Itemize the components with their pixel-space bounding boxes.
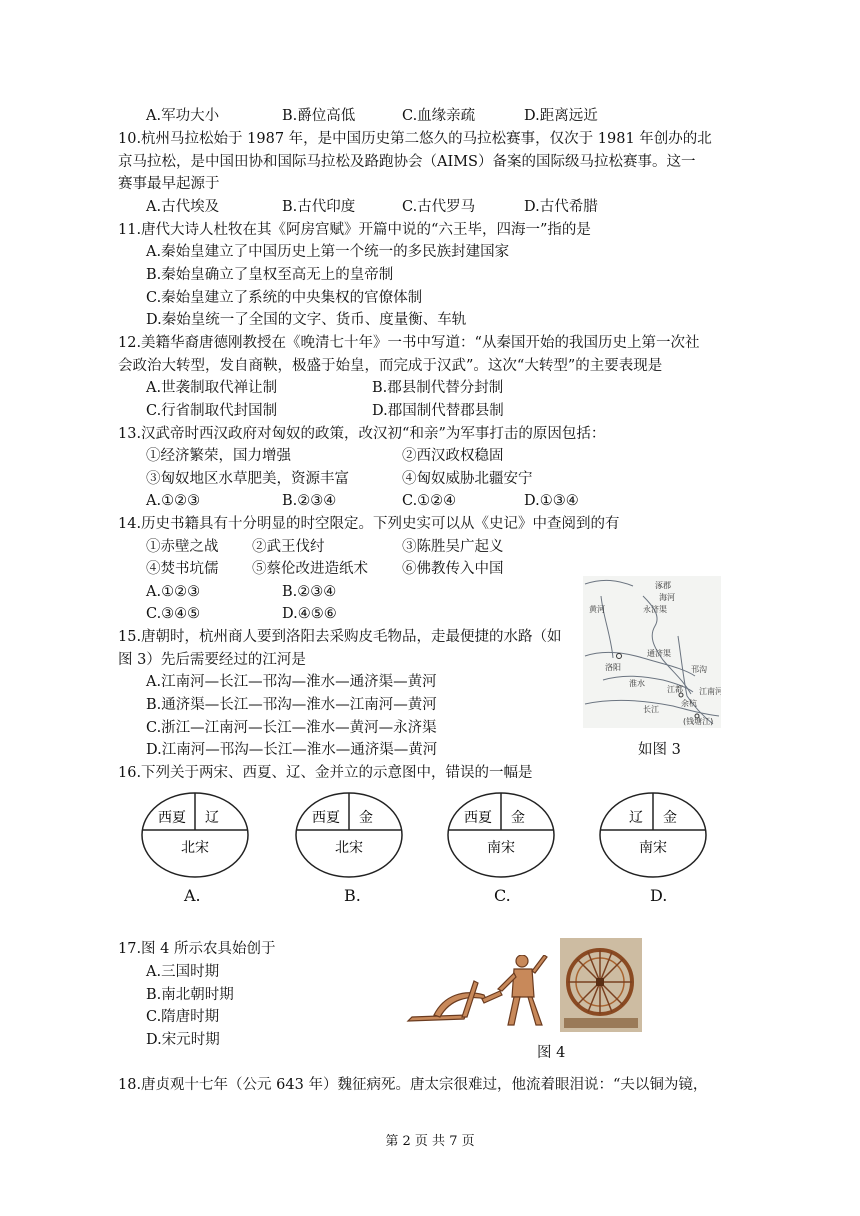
- q14-option-a: A.①②③: [146, 584, 201, 600]
- farmer-head: [516, 955, 528, 967]
- diagram-a-right: 辽: [205, 810, 219, 826]
- q9-option-d: D.距离远近: [524, 108, 598, 124]
- diagram-a: [140, 790, 250, 880]
- q12-option-b: B.郡县制代替分封制: [372, 380, 504, 396]
- diagram-b-right: 金: [359, 810, 373, 826]
- q17-option-a: A.三国时期: [146, 964, 220, 980]
- map-label-jiangnanhe: 江南河: [699, 687, 721, 696]
- q10-stem-line2: 京马拉松，是中国田协和国际马拉松及路跑协会（AIMS）备案的国际级马拉松赛事。这一: [118, 154, 696, 170]
- map-label-haihe: 海河: [659, 593, 675, 602]
- diagram-c-bottom: 南宋: [487, 840, 515, 856]
- diagram-c-right: 金: [511, 810, 525, 826]
- q14-item-3: ③陈胜吴广起义: [402, 539, 504, 555]
- diagram-a-bottom: 北宋: [181, 840, 209, 856]
- q17-option-c: C.隋唐时期: [146, 1009, 220, 1025]
- q15-stem-line2: 图 3）先后需要经过的江河是: [118, 652, 306, 668]
- map-label-huanghe: 黄河: [589, 605, 605, 614]
- diagram-c-left: 西夏: [464, 810, 492, 826]
- map-label-yuhang: 余杭: [681, 699, 697, 708]
- map-label-huaishui: 淮水: [629, 679, 645, 688]
- q10-option-d: D.古代希腊: [524, 199, 598, 215]
- diagram-d-left: 辽: [629, 810, 643, 826]
- q11-option-c: C.秦始皇建立了系统的中央集权的官僚体制: [146, 290, 423, 306]
- map-label-qiantangjiang: (钱塘江): [683, 717, 714, 726]
- diagram-b-label: B.: [344, 886, 361, 905]
- q11-option-d: D.秦始皇统一了全国的文字、货币、度量衡、车轨: [146, 312, 467, 328]
- q16-stem: 16.下列关于两宋、西夏、辽、金并立的示意图中，错误的一幅是: [118, 765, 533, 781]
- diagram-d: [598, 790, 708, 880]
- farmer-body: [512, 969, 534, 997]
- q12-option-a: A.世袭制取代禅让制: [146, 380, 278, 396]
- q14-option-c: C.③④⑤: [146, 606, 201, 622]
- q13-option-b: B.②③④: [282, 493, 337, 509]
- q13-item-4: ④匈奴威胁北疆安宁: [402, 471, 533, 487]
- q12-stem-line2: 会政治大转型，发自商鞅，极盛于始皇，而完成于汉武”。这次“大转型”的主要表现是: [118, 358, 663, 374]
- farmer-leg-right: [528, 997, 542, 1025]
- q13-option-d: D.①③④: [524, 493, 579, 509]
- canal-map: [583, 576, 721, 728]
- diagram-b-bottom: 北宋: [335, 840, 363, 856]
- q17-option-d: D.宋元时期: [146, 1032, 220, 1048]
- map-label-hangou: 邗沟: [691, 665, 707, 674]
- figure-4-caption: 图 4: [537, 1045, 566, 1061]
- diagram-b: [294, 790, 404, 880]
- q14-stem: 14.历史书籍具有十分明显的时空限定。下列史实可以从《史记》中查阅到的有: [118, 516, 620, 532]
- diagram-d-label: D.: [650, 886, 668, 905]
- map-border-line: [585, 580, 633, 586]
- q13-item-3: ③匈奴地区水草肥美，资源丰富: [146, 471, 349, 487]
- map-label-zhuojun: 涿郡: [655, 581, 671, 590]
- q14-option-b: B.②③④: [282, 584, 337, 600]
- q15-option-c: C.浙江—江南河—长江—淮水—黄河—永济渠: [146, 720, 437, 736]
- q12-option-d: D.郡国制代替郡县制: [372, 403, 504, 419]
- q17-stem: 17.图 4 所示农具始创于: [118, 941, 276, 957]
- diagram-c-label: C.: [494, 886, 511, 905]
- wheel-hub: [596, 978, 604, 986]
- q10-option-b: B.古代印度: [282, 199, 356, 215]
- q14-item-1: ①赤壁之战: [146, 539, 219, 555]
- q13-item-1: ①经济繁荣，国力增强: [146, 448, 291, 464]
- plough-beam: [434, 993, 486, 1017]
- q17-option-b: B.南北朝时期: [146, 987, 234, 1003]
- q10-stem-line3: 赛事最早起源于: [118, 176, 220, 192]
- q9-option-c: C.血缘亲疏: [402, 108, 476, 124]
- luoyang-marker: [617, 654, 622, 659]
- diagram-a-label: A.: [184, 886, 201, 905]
- q12-option-c: C.行省制取代封国制: [146, 403, 278, 419]
- page-footer: 第 2 页 共 7 页: [385, 1134, 475, 1149]
- farmer-leg-left: [508, 997, 520, 1025]
- q11-stem: 11.唐代大诗人杜牧在其《阿房宫赋》开篇中说的“六王毕，四海一”指的是: [118, 222, 591, 238]
- map-label-luoyang: 洛阳: [605, 663, 621, 672]
- diagram-b-left: 西夏: [312, 810, 340, 826]
- q15-option-a: A.江南河—长江—邗沟—淮水—通济渠—黄河: [146, 674, 437, 690]
- q13-item-2: ②西汉政权稳固: [402, 448, 504, 464]
- diagram-d-bottom: 南宋: [639, 840, 667, 856]
- figure-3-caption: 如图 3: [638, 742, 681, 758]
- q13-stem: 13.汉武帝时西汉政府对匈奴的政策，改汉初“和亲”为军事打击的原因包括：: [118, 426, 606, 442]
- map-label-jiangdu: 江都: [667, 685, 683, 694]
- wheel-base: [564, 1018, 638, 1028]
- q15-option-b: B.通济渠—长江—邗沟—淮水—江南河—黄河: [146, 697, 437, 713]
- q12-stem-line1: 12.美籍华裔唐德刚教授在《晚清七十年》一书中写道：“从秦国开始的我国历史上第一次社: [118, 335, 700, 351]
- q11-option-b: B.秦始皇确立了皇权至高无上的皇帝制: [146, 267, 394, 283]
- canal-map-figure: [583, 576, 721, 728]
- q18-stem-line1: 18.唐贞观十七年（公元 643 年）魏征病死。唐太宗很难过，他流着眼泪说：“夫以铜为镜，: [118, 1077, 708, 1093]
- waterwheel-photo: [560, 938, 642, 1032]
- map-label-yongjiqu: 永济渠: [643, 605, 667, 614]
- diagram-a-left: 西夏: [158, 810, 186, 826]
- q15-option-d: D.江南河—邗沟—长江—淮水—通济渠—黄河: [146, 742, 438, 758]
- map-label-tongjiqu: 通济渠: [647, 649, 671, 658]
- q14-item-6: ⑥佛教传入中国: [402, 561, 504, 577]
- q10-stem-line1: 10.杭州马拉松始于 1987 年，是中国历史第二悠久的马拉松赛事，仅次于 1981 年创办的北: [118, 131, 712, 147]
- farmer-whip: [532, 955, 547, 973]
- q15-stem-line1: 15.唐朝时，杭州商人要到洛阳去采购皮毛物品，走最便捷的水路（如: [118, 629, 562, 645]
- q14-option-d: D.④⑤⑥: [282, 606, 337, 622]
- q14-item-5: ⑤蔡伦改进造纸术: [252, 561, 368, 577]
- yellow-river-line: [585, 652, 695, 676]
- q9-option-a: A.军功大小: [146, 108, 220, 124]
- q9-option-b: B.爵位高低: [282, 108, 356, 124]
- q11-option-a: A.秦始皇建立了中国历史上第一个统一的多民族封建国家: [146, 244, 510, 260]
- diagram-d-right: 金: [663, 810, 677, 826]
- q10-option-a: A.古代埃及: [146, 199, 220, 215]
- plough-illustration: [404, 955, 554, 1030]
- q14-item-2: ②武王伐纣: [252, 539, 325, 555]
- map-label-changjiang: 长江: [643, 705, 659, 714]
- diagram-c: [446, 790, 556, 880]
- q10-option-c: C.古代罗马: [402, 199, 476, 215]
- q13-option-a: A.①②③: [146, 493, 201, 509]
- q14-item-4: ④焚书坑儒: [146, 561, 219, 577]
- q13-option-c: C.①②④: [402, 493, 457, 509]
